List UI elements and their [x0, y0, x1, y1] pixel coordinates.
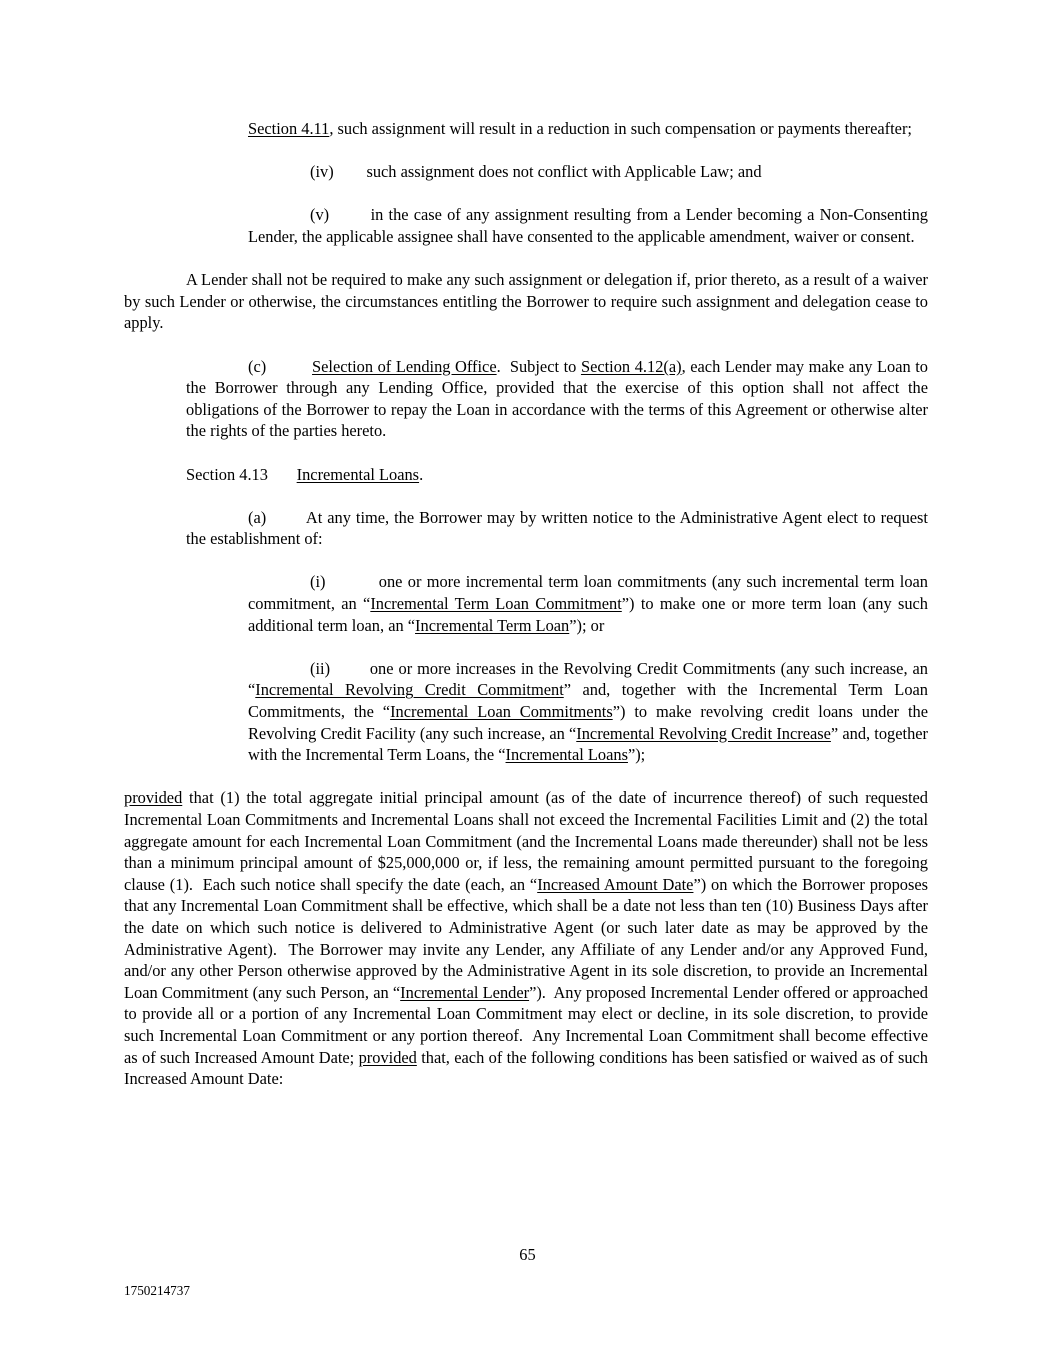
text-run: (ii) one or more increases in the Revolving Credit Commitments (any such increase, an “: [248, 658, 928, 700]
paragraph-lender-assignment-waiver: [124, 269, 928, 334]
text-run: that, each of the following conditions has been satisfied or waived as of such Increased Amount Date:: [124, 1047, 928, 1089]
underlined-text: Incremental Revolving Credit Commitment: [255, 680, 564, 700]
underlined-text: Incremental Term Loan: [415, 615, 570, 635]
clause-v: [248, 204, 928, 247]
clause-c-selection-of-lending-office: [186, 356, 928, 442]
footer-document-id: 1750214737: [124, 1283, 190, 1298]
underlined-text: Selection of Lending Office: [312, 356, 497, 376]
heading-section-4-13-incremental-loans: [186, 464, 928, 486]
underlined-text: Section 4.12(a): [580, 356, 682, 376]
text-run: ”) to make one or more term loan (any such additional term loan, an “: [248, 594, 929, 635]
text-run: (iv) such assignment does not conflict with Applicable Law; and: [310, 162, 762, 182]
clause-i-incremental-term-loan: [248, 571, 928, 636]
underlined-text: Increased Amount Date: [537, 874, 694, 894]
text-run: (v) in the case of any assignment resulting from a Lender becoming a Non-Consenting Lender, the applicable assignee shall have consented to the applicable amendment, waiver or consent.: [248, 205, 928, 246]
text-run: ”);: [627, 745, 646, 765]
text-run: .: [419, 464, 424, 484]
paragraph-section-4-11-continuation: [248, 118, 928, 140]
underlined-text: provided: [124, 788, 183, 808]
text-run: Section 4.13: [186, 464, 297, 484]
text-run: , such assignment will result in a reduction in such compensation or payments thereafter;: [329, 119, 912, 138]
underlined-text: Incremental Loans: [296, 464, 420, 484]
text-run: (a) At any time, the Borrower may by written notice to the Administrative Agent elect to request the establishment of:: [186, 507, 928, 549]
underlined-text: Incremental Lender: [400, 982, 530, 1002]
underlined-text: Incremental Loan Commitments: [390, 702, 613, 722]
clause-ii-incremental-revolving-credit: [248, 658, 928, 766]
underlined-text: Incremental Loans: [505, 745, 628, 765]
underlined-text: Section 4.11: [248, 119, 330, 138]
underlined-text: provided: [358, 1047, 417, 1067]
underlined-text: Incremental Term Loan Commitment: [370, 594, 622, 614]
underlined-text: Incremental Revolving Credit Increase: [576, 723, 831, 743]
text-run: that (1) the total aggregate initial principal amount (as of the date of incurrence thereof) of such requested Incremental Loan Commitments and Incremental Loans shall not exceed the Incremental Facilities Limit and (2) the total aggregate amount for each Incremental Loan Commitment (and the Incremental Loans made thereunder) shall not be less than a minimum principal amount of $25,000,000 or, if less, the remaining amount permitted pursuant to the foregoing clause (1). Each such notice shall specify the date (each, an “: [124, 788, 928, 894]
text-run: ” and, together with the Incremental Term Loan Commitments, the “: [248, 680, 928, 722]
text-run: . Subject to: [496, 356, 581, 376]
text-run: ” and, together with the Incremental Term Loans, the “: [248, 723, 928, 765]
text-run: (i) one or more incremental term loan commitments (any such incremental term loan commitment, an “: [248, 572, 928, 614]
text-run: ”) on which the Borrower proposes that any Incremental Loan Commitment shall be effective, which shall be a date not less than ten (10) Business Days after the date on which such notice is delivered to Administrative Agent (or such later date as may be approved by the Administrative Agent). The Borrower may invite any Lender, any Affiliate of any Lender and/or any Approved Fund, and/or any other Person otherwise approved by the Administrative Agent in its sole discretion, to provide an Incremental Loan Commitment (any such Person, an “: [124, 874, 929, 1002]
text-run: ”); or: [569, 615, 605, 635]
clause-iv: [248, 161, 928, 183]
clause-a-written-notice: [186, 507, 928, 550]
text-run: ”) to make revolving credit loans under the Revolving Credit Facility (any such increase, an “: [248, 702, 929, 743]
text-run: , each Lender may make any Loan to the Borrower through any Lending Office, provided that the exercise of this option shall not affect the obligations of the Borrower to repay the Loan in accordance with the terms of this Agreement or otherwise alter the rights of the parties hereto.: [186, 356, 928, 441]
document-body: [124, 118, 928, 1090]
text-run: ”). Any proposed Incremental Lender offered or approached to provide all or a portion of any Incremental Loan Commitment may elect or decline, in its sole discretion, to provide such Incremental Loan Commitment or any portion thereof. Any Incremental Loan Commitment shall become effective as of such Increased Amount Date;: [124, 982, 928, 1067]
text-run: A Lender shall not be required to make any such assignment or delegation if, prior thereto, as a result of a waiver by such Lender or otherwise, the circumstances entitling the Borrower to require such assignment and delegation cease to apply.: [124, 270, 928, 333]
page-number: 65: [519, 1245, 536, 1264]
paragraph-provided-conditions: [124, 787, 928, 1089]
text-run: (c): [248, 356, 313, 376]
